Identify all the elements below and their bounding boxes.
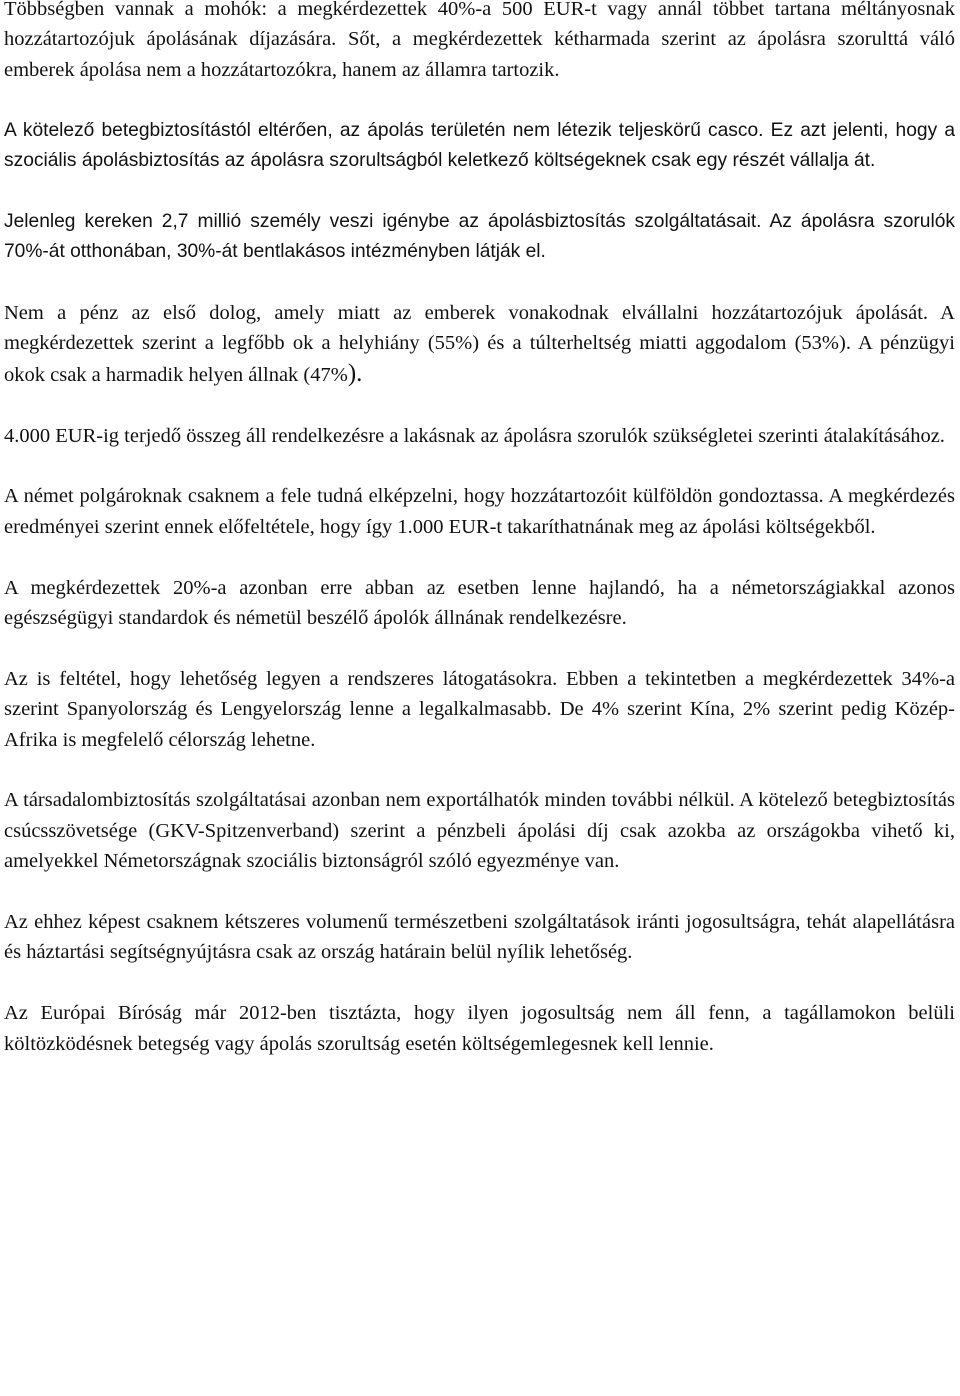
paragraph-beneficiaries: Jelenleg kereken 2,7 millió személy veszi igénybe az ápolásbiztosítás szolgáltatásait. Az ápolásra szorulók 70%-át otthonában, 30%-át bentlakásos intézményben látják el. [4, 210, 955, 263]
paragraph-home-adaptation: 4.000 EUR-ig terjedő összeg áll rendelkezésre a lakásnak az ápolásra szorulók szükségletei szerinti átalakításához. [4, 424, 945, 447]
paragraph-care-abroad: A német polgároknak csaknem a fele tudná elképzelni, hogy hozzátartozóit külföldön gondoztassa. A megkérdezés eredményei szerint ennek előfeltétele, hogy így 1.000 EUR-t takaríthatnának meg az ápolási költségekből. [4, 485, 955, 538]
document-page [4, 0, 955, 1059]
paragraph-reasons-text: Nem a pénz az első dolog, amely miatt az emberek vonakodnak elvállalni hozzátartozójuk ápolását. A megkérdezettek szerint a legfőbb ok a helyhiány (55%) és a túlterheltség miatti aggodalom (53%). A pénzügyi okok csak a harmadik helyen állnak (47% [4, 302, 955, 386]
paragraph-court-ruling: Az Európai Bíróság már 2012-ben tisztázta, hogy ilyen jogosultság nem áll fenn, a tagállamokon belüli költözködésnek betegség vagy ápolás szorultság esetén költségemlegesnek kell lennie. [4, 1002, 955, 1055]
paragraph-conditions: A megkérdezettek 20%-a azonban erre abban az esetben lenne hajlandó, ha a németországiakkal azonos egészségügyi standardok és németül beszélő ápolók állnának rendelkezésre. [4, 576, 955, 630]
paragraph-reasons-closing: ). [347, 359, 363, 387]
paragraph-caregiving-pay-opinion: Többségben vannak a mohók: a megkérdezettek 40%-a 500 EUR-t vagy annál többet tartana méltányosnak hozzátartozójuk ápolásának díjazására. Sőt, a megkérdezettek kétharmada szerint az ápolásra szorulttá váló emberek ápolása nem a hozzátartozókra, hanem az államra tartozik. [4, 0, 955, 81]
paragraph-no-full-casco: A kötelező betegbiztosítástól eltérően, az ápolás területén nem létezik teljeskörű casco. Ez azt jelenti, hogy a szociális ápolásbiztosítás az ápolásra szorultságból keletkező költségeknek csak egy részét vállalja át. [4, 119, 955, 172]
paragraph-visits-countries: Az is feltétel, hogy lehetőség legyen a rendszeres látogatásokra. Ebben a tekintetben a megkérdezettek 34%-a szerint Spanyolország és Lengyelország lenne a legalkalmasabb. De 4% szerint Kína, 2% szerint pedig Közép-Afrika is megfelelő célország lehetne. [4, 667, 955, 751]
paragraph-in-kind-services: Az ehhez képest csaknem kétszeres volumenű természetbeni szolgáltatások iránti jogosultságra, tehát alapellátásra és háztartási segítségnyújtásra csak az ország határain belül nyílik lehetőség. [4, 911, 955, 964]
paragraph-reasons [4, 298, 955, 390]
paragraph-export-rules: A társadalombiztosítás szolgáltatásai azonban nem exportálhatók minden további nélkül. A kötelező betegbiztosítás csúcsszövetsége (GKV-Spitzenverband) szerint a pénzbeli ápolási díj csak azokba az országokba vihető ki, amelyekkel Németországnak szociális biztonságról szóló egyezménye van. [4, 789, 955, 873]
